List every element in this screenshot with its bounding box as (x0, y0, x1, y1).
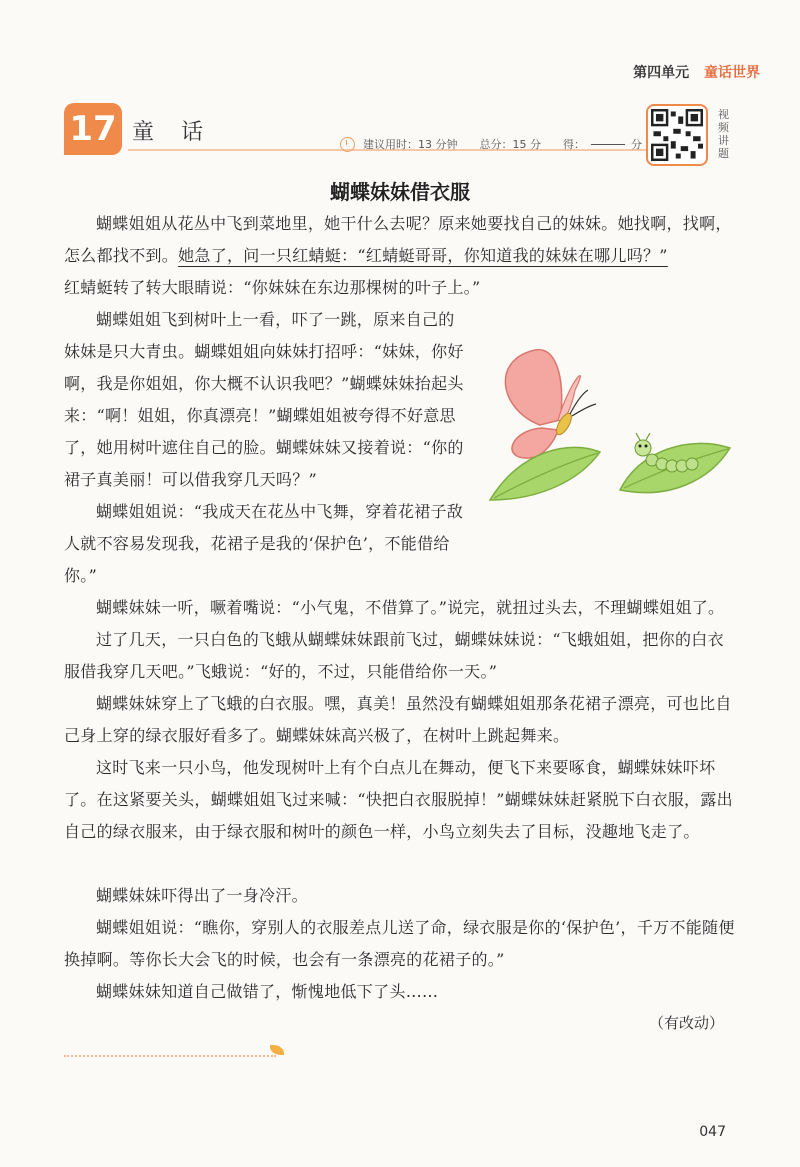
paragraph-1 (64, 208, 736, 304)
lesson-number: 17 (64, 103, 122, 155)
page-number: 047 (699, 1124, 726, 1140)
qr-label: 视频讲题 (718, 108, 729, 160)
p8-text: 蝴蝶妹妹吓得出了一身冷汗。 (96, 886, 308, 905)
butterfly-caterpillar-illustration (480, 340, 740, 510)
butterfly-icon (505, 350, 596, 458)
p7-text: 这时飞来一只小鸟，他发现树叶上有个白点儿在舞动，便飞下来要啄食，蝴蝶妹妹吓坏了。在这紧要关头，蝴蝶姐姐飞过来喊：“快把白衣服脱掉！”蝴蝶妹妹赶紧脱下白衣服，露出自己的绿衣服来，由于绿衣服和树叶的颜色一样，小鸟立刻失去了目标，没趣地飞走了。 (64, 758, 733, 841)
leaf-icon (490, 447, 600, 500)
decorative-divider (64, 1055, 276, 1057)
qr-code[interactable] (646, 104, 708, 166)
lesson-meta (340, 136, 642, 152)
qr-code-icon (651, 109, 703, 161)
unit-label: 第四单元 (633, 65, 690, 81)
p2-text: 蝴蝶姐姐飞到树叶上一看，吓了一跳，原来自己的妹妹是只大青虫。蝴蝶姐姐向妹妹打招呼：“妹妹，你好啊，我是你姐姐，你大概不认识我吧？”蝴蝶妹妹抬起头来：“啊！姐姐，你真漂亮！”蝴蝶姐姐被夸得不好意思了，她用树叶遮住自己的脸。蝴蝶妹妹又接着说：“你的裙子真美丽！可以借我穿几天吗？” (64, 310, 464, 489)
suggested-time: 建议用时：13 分钟 (363, 138, 458, 151)
paragraph-10 (64, 976, 736, 1008)
p5-text: 过了几天，一只白色的飞蛾从蝴蝶妹妹跟前飞过，蝴蝶妹妹说：“飞蛾姐姐，把你的白衣服借我穿几天吧。”飞蛾说：“好的，不过，只能借给你一天。” (64, 630, 724, 681)
paragraph-2 (64, 304, 464, 496)
p1-continuation: 红蜻蜓转了转大眼睛说：“你妹妹在东边那棵树的叶子上。” (64, 278, 481, 297)
paragraph-7 (64, 752, 736, 848)
unit-header (633, 62, 760, 82)
p4-text: 蝴蝶妹妹一听，噘着嘴说：“小气鬼，不借算了。”说完，就扭过头去，不理蝴蝶姐姐了。 (96, 598, 725, 617)
paragraph-4 (64, 592, 736, 624)
clock-icon (340, 137, 355, 152)
score-blank[interactable] (591, 144, 625, 145)
story-title: 蝴蝶妹妹借衣服 (330, 180, 470, 204)
leaf-icon (270, 1045, 284, 1055)
score-unit: 分 (631, 138, 642, 151)
p3-text: 蝴蝶姐姐说：“我成天在花丛中飞舞，穿着花裙子敌人就不容易发现我，花裙子是我的‘保护色’，不能借给你。” (64, 502, 464, 585)
paragraph-6 (64, 688, 736, 752)
source-note: （有改动） (648, 1014, 724, 1032)
paragraph-8 (64, 880, 736, 912)
lesson-genre: 童 话 (132, 120, 213, 145)
score-label: 得： (563, 138, 585, 151)
p1-text: 蝴蝶姐姐从花丛中飞到菜地里，她干什么去呢？原来她要找自己的妹妹。她找啊，找啊，怎么都找不到。 (64, 214, 732, 265)
total-score: 总分：15 分 (479, 138, 541, 151)
p1-underlined-sentence: 她急了，问一只红蜻蜓：“红蜻蜓哥哥，你知道我的妹妹在哪儿吗？” (178, 246, 668, 265)
p6-text: 蝴蝶妹妹穿上了飞蛾的白衣服。嘿，真美！虽然没有蝴蝶姐姐那条花裙子漂亮，可也比自己身上穿的绿衣服好看多了。蝴蝶妹妹高兴极了，在树叶上跳起舞来。 (64, 694, 732, 745)
paragraph-5 (64, 624, 736, 688)
p10-text: 蝴蝶妹妹知道自己做错了，惭愧地低下了头…… (96, 982, 439, 1001)
paragraph-3 (64, 496, 464, 592)
p9-text: 蝴蝶姐姐说：“瞧你，穿别人的衣服差点儿送了命，绿衣服是你的‘保护色’，千万不能随便换掉啊。等你长大会飞的时候，也会有一条漂亮的花裙子的。” (64, 918, 735, 969)
paragraph-9 (64, 912, 736, 976)
unit-theme: 童话世界 (704, 65, 760, 81)
